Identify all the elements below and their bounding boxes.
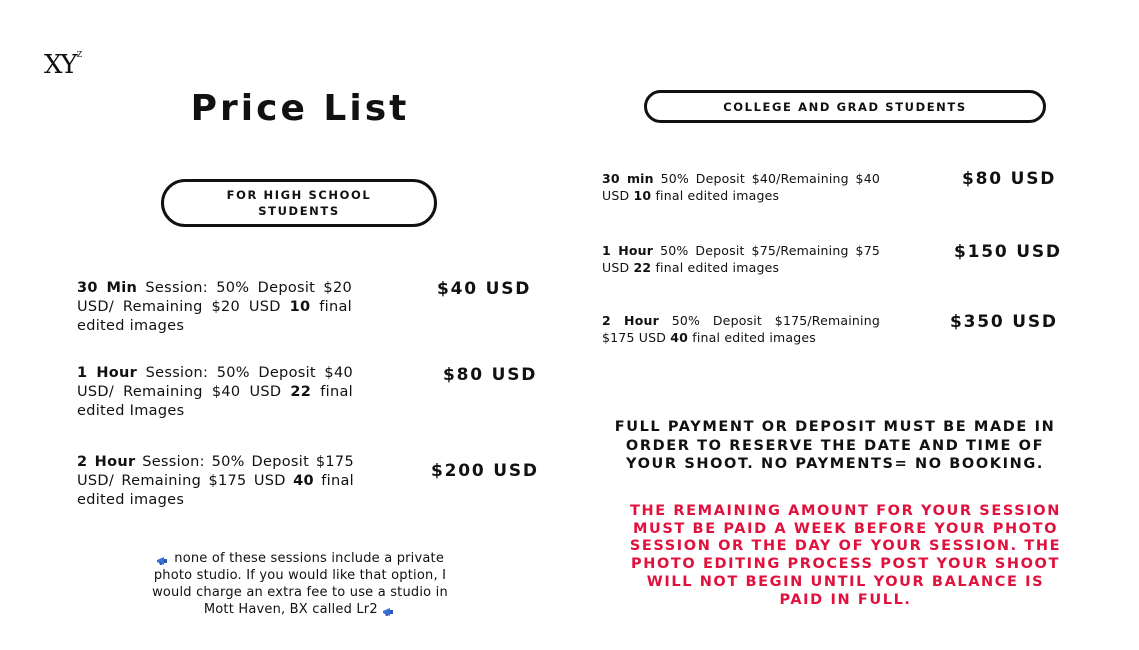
page-title: Price List xyxy=(190,88,410,129)
hs-item-lead: 30 Min xyxy=(77,280,138,296)
balance-policy: THE REMAINING AMOUNT FOR YOUR SESSION MUST BE PAID A WEEK BEFORE YOUR PHOTO SESSION OR THE DAY OF YOUR SESSION. THE PHOTO EDITING PROCESS POST YOUR SHOOT WILL NOT BEGIN UNTIL YOUR BALANCE IS PAID IN FULL. xyxy=(629,503,1062,608)
hs-item-text: Session: 50% Deposit $20 USD/ Remaining $20 USD xyxy=(77,280,353,315)
cg-item-2hour xyxy=(602,313,880,346)
megaphone-icon xyxy=(156,554,170,564)
high-school-heading xyxy=(161,179,437,227)
hs-item-text-end: final edited images xyxy=(77,473,354,508)
megaphone-icon xyxy=(382,605,396,615)
cg-price-2hour: $350 USD xyxy=(950,312,1058,332)
hs-item-1hour xyxy=(77,364,353,421)
college-heading xyxy=(644,90,1046,123)
hs-item-30min xyxy=(77,279,352,336)
studio-note xyxy=(140,550,460,618)
cg-price-1hour: $150 USD xyxy=(954,242,1062,262)
hs-item-count: 40 xyxy=(293,473,314,489)
hs-price-2hour: $200 USD xyxy=(431,461,539,481)
hs-item-count: 10 xyxy=(289,299,311,315)
high-school-label: FOR HIGH SCHOOL STUDENTS xyxy=(226,188,372,218)
hs-item-count: 22 xyxy=(290,384,312,400)
cg-item-30min xyxy=(602,171,880,204)
hs-item-lead: 1 Hour xyxy=(77,365,138,381)
hs-item-text: Session: 50% Deposit $40 USD/ Remaining $40 USD xyxy=(77,365,353,400)
cg-item-text: 50% Deposit $175/Remaining $175 USD xyxy=(602,313,880,345)
cg-item-text: 50% Deposit $40/Remaining $40 USD xyxy=(602,171,881,203)
cg-item-1hour xyxy=(602,243,880,276)
hs-item-text-end: final edited Images xyxy=(77,384,353,419)
logo-text: XY xyxy=(44,50,76,80)
hs-item-text: Session: 50% Deposit $175 USD/ Remaining $175 USD xyxy=(77,454,354,489)
hs-price-1hour: $80 USD xyxy=(443,365,538,385)
studio-note-text: none of these sessions include a private photo studio. If you would like that option, I would charge an extra fee to use a studio in Mott Haven, BX called Lr2 xyxy=(152,551,448,617)
cg-item-count: 40 xyxy=(670,329,689,345)
payment-policy: FULL PAYMENT OR DEPOSIT MUST BE MADE IN ORDER TO RESERVE THE DATE AND TIME OF YOUR SHOOT. NO PAYMENTS= NO BOOKING. xyxy=(614,419,1056,472)
cg-item-lead: 2 Hour xyxy=(602,313,659,328)
hs-item-text-end: final edited images xyxy=(77,299,352,334)
hs-item-2hour xyxy=(77,453,354,510)
cg-price-30min: $80 USD xyxy=(962,169,1057,189)
logo-mark: Z xyxy=(76,50,83,59)
cg-item-lead: 30 min xyxy=(602,171,654,186)
cg-item-count: 22 xyxy=(633,259,652,275)
cg-item-count: 10 xyxy=(633,187,652,203)
logo xyxy=(44,50,82,80)
cg-item-text-end: final edited images xyxy=(688,329,816,345)
college-label: COLLEGE AND GRAD STUDENTS xyxy=(723,99,967,114)
hs-item-lead: 2 Hour xyxy=(77,454,136,470)
cg-item-lead: 1 Hour xyxy=(602,243,654,258)
cg-item-text-end: final edited images xyxy=(651,259,780,275)
cg-item-text-end: final edited images xyxy=(651,187,780,203)
hs-price-30min: $40 USD xyxy=(437,279,532,299)
cg-item-text: 50% Deposit $75/Remaining $75 USD xyxy=(602,243,880,275)
